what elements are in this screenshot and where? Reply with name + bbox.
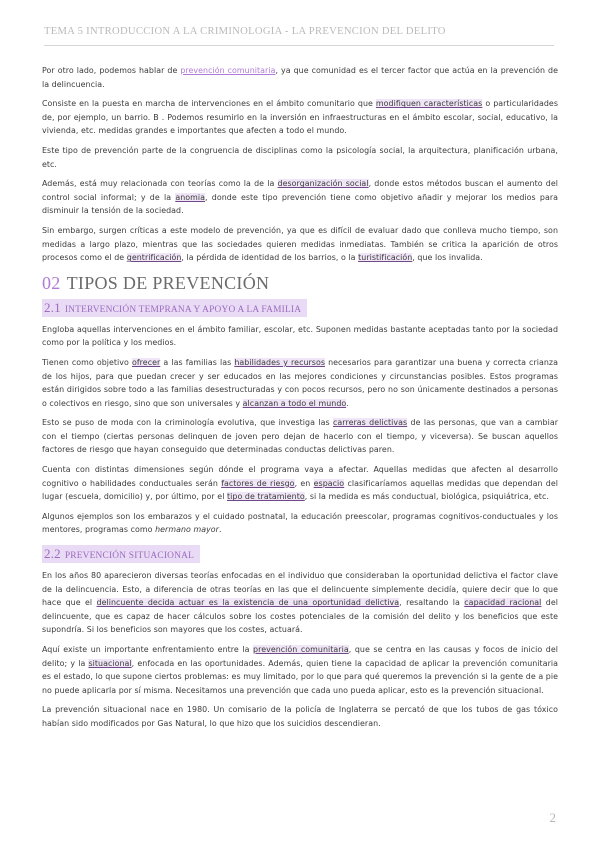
- paragraph: [42, 510, 558, 537]
- text-run: , resaltando la: [399, 598, 465, 608]
- text-run: Consiste en la puesta en marcha de intervenciones en el ámbito comunitario que: [42, 99, 376, 109]
- text-run: , la pérdida de identidad de los barrios, o la: [181, 253, 359, 263]
- paragraph: [42, 64, 558, 91]
- text-run: .: [218, 525, 222, 535]
- underlined-term: factores de riesgo: [221, 478, 295, 488]
- text-run: , si la medida es más conductual, biológica, psiquiátrica, etc.: [304, 492, 549, 502]
- text-run: , donde este tipo prevención tiene como objetivo añadir y mejorar los medios para disminuir la tensión de la sociedad.: [42, 192, 559, 216]
- underlined-term: delincuente decida actuar es la existencia de una oportunidad delictiva: [96, 598, 400, 608]
- paragraph: [42, 177, 558, 218]
- text-run: , que se centra en las causas y focos de inicio del delito; y la: [42, 645, 558, 668]
- text-run: , ya que comunidad es el tercer factor que actúa en la prevención de la delincuencia.: [42, 66, 558, 89]
- text-run: , que los invalida.: [412, 253, 483, 263]
- subsection-heading-2-2: [42, 545, 200, 563]
- subsection-number: 2.1: [44, 299, 61, 315]
- paragraph: [42, 97, 558, 138]
- underlined-term: gentrificación: [126, 253, 182, 263]
- underlined-term: anomia: [175, 192, 206, 202]
- text-run: clasificaríamos aquellas medidas que dependan del lugar (escuela, domicilio) y, por último, por el: [42, 478, 558, 502]
- page-number: 2: [549, 810, 556, 825]
- underlined-term: tipo de tratamiento: [227, 492, 305, 502]
- underlined-term: carreras delictivas: [333, 418, 408, 428]
- underlined-term: alcanzan a todo el mundo: [242, 398, 347, 408]
- subsection-title: INTERVENCIÓN TEMPRANA Y APOYO A LA FAMILIA: [64, 304, 302, 315]
- text-run: Sin embargo, surgen críticas a este modelo de prevención, ya que es difícil de evaluar dado que conlleva mucho tiempo, son medidas a largo plazo, mientras que las sociedades quieren medidas inmediatas. También se critica la aparición de otros procesos como el de: [42, 225, 558, 263]
- paragraph: [42, 323, 558, 350]
- underlined-term: turistificación: [358, 253, 413, 263]
- header-divider: [44, 45, 554, 46]
- page-header-title: TEMA 5 INTRODUCCIÓN A LA CRIMINOLOGÍA - LA PREVENCIÓN DEL DELITO: [44, 26, 446, 37]
- underlined-term: espacio: [313, 478, 345, 488]
- paragraph: [42, 144, 558, 171]
- subsection-number: 2.2: [44, 546, 61, 562]
- text-run: Este tipo de prevención parte de la congruencia de disciplinas como la psicología social, la arquitectura, planificación urbana, etc.: [42, 145, 558, 169]
- text-run: Cuenta con distintas dimensiones según dónde el programa vaya a afectar. Aquellas medidas que afecten al desarrollo cognitivo o habilidades conductuales serán: [42, 465, 558, 488]
- paragraph: [42, 703, 558, 730]
- text-run: , donde estos métodos buscan el aumento del control social informal; y de la: [42, 179, 558, 202]
- underlined-term: habilidades y recursos: [234, 357, 325, 367]
- underlined-term: situacional: [88, 658, 132, 668]
- text-run: , enfocada en las oportunidades. Además, quien tiene la capacidad de aplicar la prevención comunitaria es el estado, lo que supone ciertos problemas: es muy limitado, por lo que para qué queremos la prevención si la gente de a pie no puede aplicarla por sí misma. Necesitamos una prevención que cada uno pueda aplicar, esto es la prevención situacional.: [42, 658, 558, 695]
- text-run: En los años 80 aparecieron diversas teorías enfocadas en el individuo que consideraban la oportunidad delictiva el factor clave de la delincuencia. Esto, a diferencia de otras teorías en las que el delincuente simplemente decidía, quiere decir que lo que hace que el: [42, 571, 558, 608]
- intro-paragraphs: [42, 64, 558, 265]
- subsection-heading-2-1: [42, 299, 307, 317]
- text-run: Además, está muy relacionada con teorías como la de la: [42, 179, 278, 189]
- paragraph: [42, 356, 558, 410]
- text-run: Esto se puso de moda con la criminología evolutiva, que investiga las: [42, 418, 334, 428]
- italic-term: hermano mayor: [155, 525, 219, 535]
- paragraph: [42, 224, 558, 265]
- section-title: TIPOS DE PREVENCIÓN: [66, 272, 270, 293]
- paragraph: [42, 416, 558, 457]
- underlined-term: desorganización social: [277, 179, 369, 189]
- text-run: Por otro lado, podemos hablar de: [42, 66, 181, 75]
- highlighted-term: prevención comunitaria: [180, 66, 276, 75]
- subsection-2-1-paragraphs: [42, 323, 558, 537]
- text-run: Algunos ejemplos son los embarazos y el cuidado postnatal, la educación preescolar, programas cognitivos-conductuales y los mentores, programas como: [42, 511, 558, 535]
- text-run: de las personas, que van a cambiar con el tiempo (ciertas personas delinquen de joven pero dejan de hacerlo con el tiempo, y viceversa). Se buscan aquellos factores de riesgo que hayan conseguido que determinadas conductas delictivas paren.: [42, 418, 558, 455]
- subsection-2-2-paragraphs: [42, 569, 558, 731]
- text-run: , en: [294, 478, 314, 488]
- text-run: .: [346, 398, 349, 408]
- underlined-term: prevención comunitaria: [253, 645, 349, 654]
- text-run: Aquí existe un importante enfrentamiento entre la: [42, 645, 254, 654]
- underlined-term: modifiquen características: [375, 99, 483, 109]
- text-run: Engloba aquellas intervenciones en el ámbito familiar, escolar, etc. Suponen medidas bastante aceptadas tanto por la sociedad como por la política y los medios.: [42, 324, 558, 348]
- section-heading: [42, 271, 558, 295]
- page-content: [42, 64, 558, 737]
- text-run: La prevención situacional nace en 1980. Un comisario de la policía de Inglaterra se percató de que los tubos de gas tóxico habían sido modificados por Gas Natural, lo que hizo que los suicidios descendieran.: [42, 705, 558, 728]
- text-run: a las familias las: [160, 357, 235, 367]
- subsection-title: PREVENCIÓN SITUACIONAL: [64, 551, 194, 562]
- section-number: 02: [42, 272, 61, 293]
- text-run: o particularidades de, por ejemplo, un barrio. B . Podemos resumirlo en la inversión en infraestructuras en el ámbito escolar, social, educativo, la vivienda, etc. medidas grandes e importantes que afecten a todo el mundo.: [42, 99, 558, 136]
- paragraph: [42, 643, 558, 697]
- text-run: del delincuente, que es capaz de hacer cálculos sobre los costes potenciales de la comisión del delito y los beneficios que este supondría. Si los beneficios son mayores que los costes, actuará.: [42, 598, 558, 635]
- underlined-term: capacidad racional: [464, 598, 542, 608]
- paragraph: [42, 569, 558, 637]
- text-run: Tienen como objetivo: [42, 357, 132, 367]
- underlined-term: ofrecer: [131, 357, 161, 367]
- paragraph: [42, 463, 558, 504]
- text-run: necesarios para garantizar una buena y correcta crianza de los hijos, para que puedan crecer y ser educados en las mejores condiciones y circunstancias posibles. Estos programas están dirigidos sobre todo a las familias desestructuradas y con pocos recursos, pero no son únicamente destinados a personas o colectivos en riesgo, sino que son universales y: [42, 357, 558, 408]
